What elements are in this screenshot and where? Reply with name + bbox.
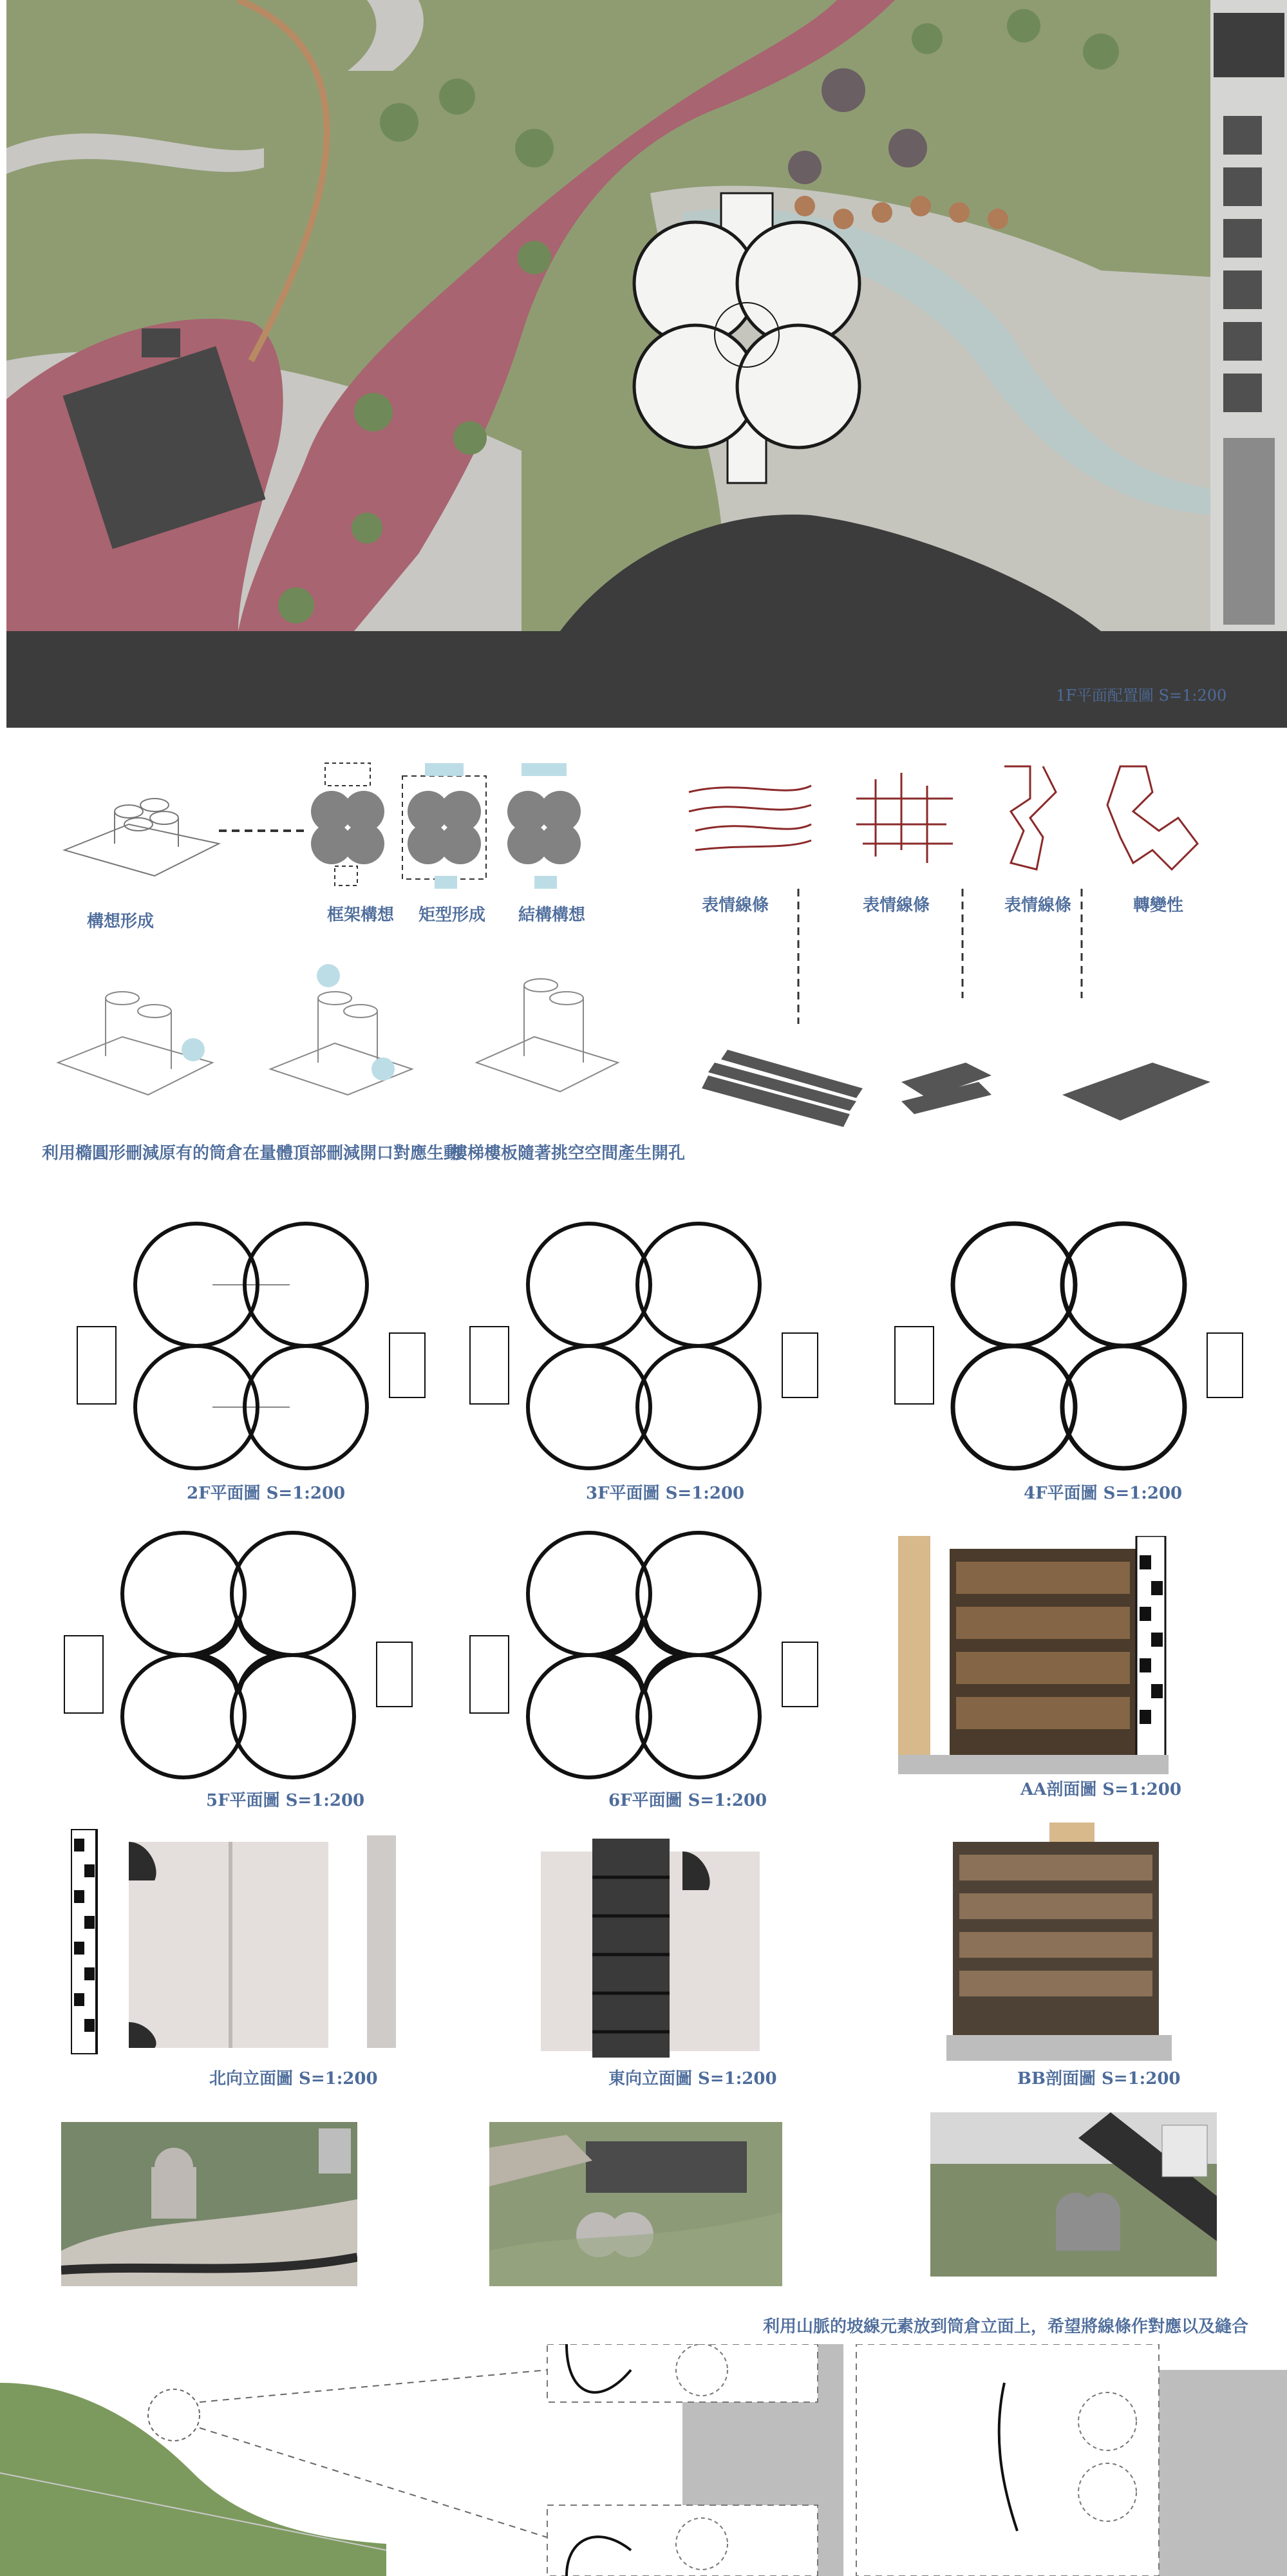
facade-caption: 利用山脈的坡線元素放到筒倉立面上，希望將線條作對應以及縫合 xyxy=(763,2317,1249,2336)
section-aa-title: AA剖面圖 S=1:200 xyxy=(1020,1780,1181,1799)
concept-step-2: 框架構想 xyxy=(327,905,395,925)
plan-4f-title: 4F平面圖 S=1:200 xyxy=(1024,1484,1183,1503)
plan-6f-title: 6F平面圖 S=1:200 xyxy=(608,1791,767,1810)
concept-caption: 利用橢圓形刪減原有的筒倉在量體頂部刪減開口對應生動 xyxy=(42,1144,461,1163)
render-2 xyxy=(489,2122,782,2286)
concept-step-4: 結構構想 xyxy=(518,905,586,925)
north-elevation-title: 北向立面圖 S=1:200 xyxy=(209,2069,378,2088)
concept-step-3: 矩型形成 xyxy=(418,905,486,925)
plan-6f xyxy=(464,1520,824,1790)
concept-caption-2: 樓梯樓板隨著挑空空間產生開孔 xyxy=(451,1144,686,1163)
line-label-2: 表情線條 xyxy=(863,896,930,915)
plan-5f-title: 5F平面圖 S=1:200 xyxy=(206,1791,365,1810)
section-aa xyxy=(898,1536,1169,1774)
section-bb-title: BB剖面圖 S=1:200 xyxy=(1017,2069,1181,2088)
plan-3f xyxy=(464,1211,824,1481)
line-label-4: 轉變性 xyxy=(1133,896,1184,915)
line-label-3: 表情線條 xyxy=(1004,896,1072,915)
section-bb xyxy=(946,1823,1172,2061)
east-elevation xyxy=(528,1839,773,2058)
plan-2f xyxy=(71,1211,431,1481)
plan-5f xyxy=(58,1520,418,1790)
render-3 xyxy=(930,2112,1217,2277)
site-plan-title: 1F平面配置圖 S=1:200 xyxy=(1056,687,1227,705)
line-label-1: 表情線條 xyxy=(702,896,769,915)
plan-2f-title: 2F平面圖 S=1:200 xyxy=(187,1484,346,1503)
north-elevation xyxy=(71,1829,406,2054)
render-1 xyxy=(61,2122,357,2286)
concept-diagram xyxy=(0,741,1287,1191)
plan-4f xyxy=(888,1211,1249,1481)
concept-step-1: 構想形成 xyxy=(87,912,155,931)
east-elevation-title: 東向立面圖 S=1:200 xyxy=(608,2069,777,2088)
site-plan xyxy=(6,0,1287,728)
plan-3f-title: 3F平面圖 S=1:200 xyxy=(586,1484,745,1503)
facade-strip xyxy=(0,2344,1287,2576)
